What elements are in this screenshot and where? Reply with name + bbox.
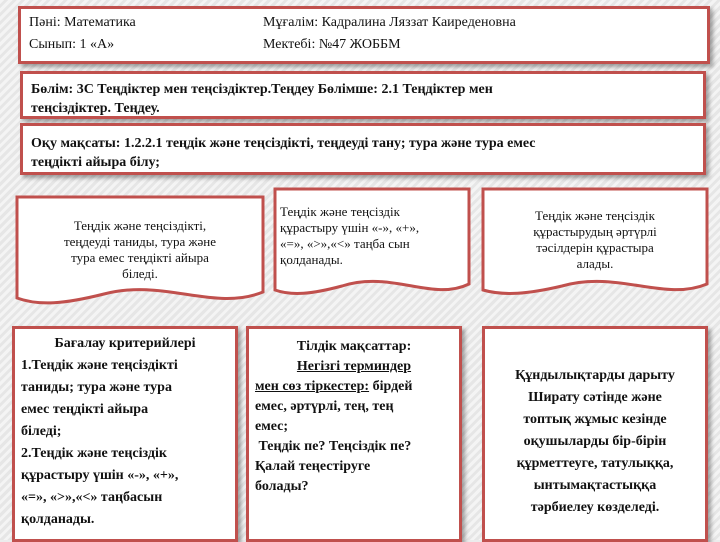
class-label: Сынып: 1 «А» [29, 37, 115, 52]
criteria-line-2: таниды; тура және тура [21, 380, 172, 395]
outcome-3-line-1: Теңдік және теңсіздік [535, 208, 655, 223]
outcome-1-line-4: біледі. [122, 266, 158, 281]
outcome-3-line-2: құрастырудың әртүрлі [533, 224, 657, 239]
school-label: Мектебі: №47 ЖОББМ [263, 37, 401, 52]
outcome-2-line-2: құрастыру үшін «-», «+», [280, 220, 420, 235]
assessment-criteria-box [12, 326, 238, 542]
language-subtitle: Негізгі терминдер [296, 359, 412, 374]
learning-goal-box [20, 123, 706, 175]
language-title: Тілдік мақсаттар: [296, 339, 412, 354]
section-box [20, 71, 706, 119]
outcome-1-line-2: теңдеуді таниды, тура және [63, 234, 216, 249]
language-goals-box [246, 326, 462, 542]
subject-label: Пәні: Математика [29, 15, 136, 30]
outcome-2-line-1: Теңдік және теңсіздік [280, 204, 400, 219]
section-line-2: теңсіздіктер. Теңдеу. [31, 101, 160, 116]
criteria-line-7: «=», «>»,«<» таңбасын [21, 490, 163, 505]
criteria-line-1: 1.Теңдік және теңсіздікті [21, 358, 178, 373]
outcome-box-1 [14, 194, 266, 314]
outcome-box-2 [272, 186, 472, 306]
section-line-1: Бөлім: 3С Теңдіктер мен теңсіздіктер.Теңдеу Бөлімше: 2.1 Теңдіктер мен [31, 82, 493, 97]
values-line-4: оқушыларды бір-бірін [523, 434, 667, 449]
criteria-line-3: емес теңдікті айыра [21, 402, 149, 417]
values-line-2: Ширату сәтінде және [528, 390, 662, 405]
teacher-label: Мұғалім: Кадралина Ляззат Каиреденовна [263, 15, 516, 30]
language-line-5: Қалай теңестіруге [255, 459, 371, 474]
goal-line-1: Оқу мақсаты: 1.2.2.1 теңдік және теңсіздікті, теңдеуді тану; тура және тура емес [31, 136, 536, 151]
criteria-line-6: құрастыру үшін «-», «+», [21, 468, 179, 483]
lesson-header [18, 6, 710, 64]
outcome-box-3 [480, 186, 710, 306]
language-line-4: Теңдік пе? Теңсіздік пе? [255, 439, 412, 454]
criteria-line-8: қолданады. [21, 512, 95, 527]
outcome-1-line-3: тура емес теңдікті айыра [71, 250, 209, 265]
language-line-2: емес, әртүрлі, тең, тең [255, 399, 394, 414]
values-line-3: топтық жұмыс кезінде [523, 412, 667, 427]
criteria-line-5: 2.Теңдік және теңсіздік [21, 446, 167, 461]
outcome-1-line-1: Теңдік және теңсіздікті, [73, 218, 207, 233]
language-line-1a: мен сөз тіркестер: [255, 379, 370, 394]
outcome-3-line-4: алады. [576, 256, 614, 271]
values-line-1: Құндылықтарды дарыту [515, 368, 675, 383]
language-line-1b: бірдей [369, 379, 413, 394]
outcome-3-line-3: тәсілдерін құрастыра [536, 240, 654, 255]
values-line-5: құрметтеуге, татулыққа, [516, 456, 674, 471]
goal-line-2: теңдікті айыра білу; [31, 155, 160, 170]
values-line-6: ынтымақтастыққа [533, 478, 657, 493]
language-line-6: болады? [255, 479, 309, 494]
values-line-7: тәрбиелеу көзделеді. [530, 500, 660, 515]
outcome-2-line-4: қолданады. [280, 252, 343, 267]
criteria-line-4: біледі; [21, 424, 62, 439]
criteria-title: Бағалау критерийлері [54, 336, 196, 351]
outcome-2-line-3: «=», «>»,«<» таңба сын [280, 236, 410, 251]
values-box [482, 326, 708, 542]
language-line-3: емес; [255, 419, 289, 434]
